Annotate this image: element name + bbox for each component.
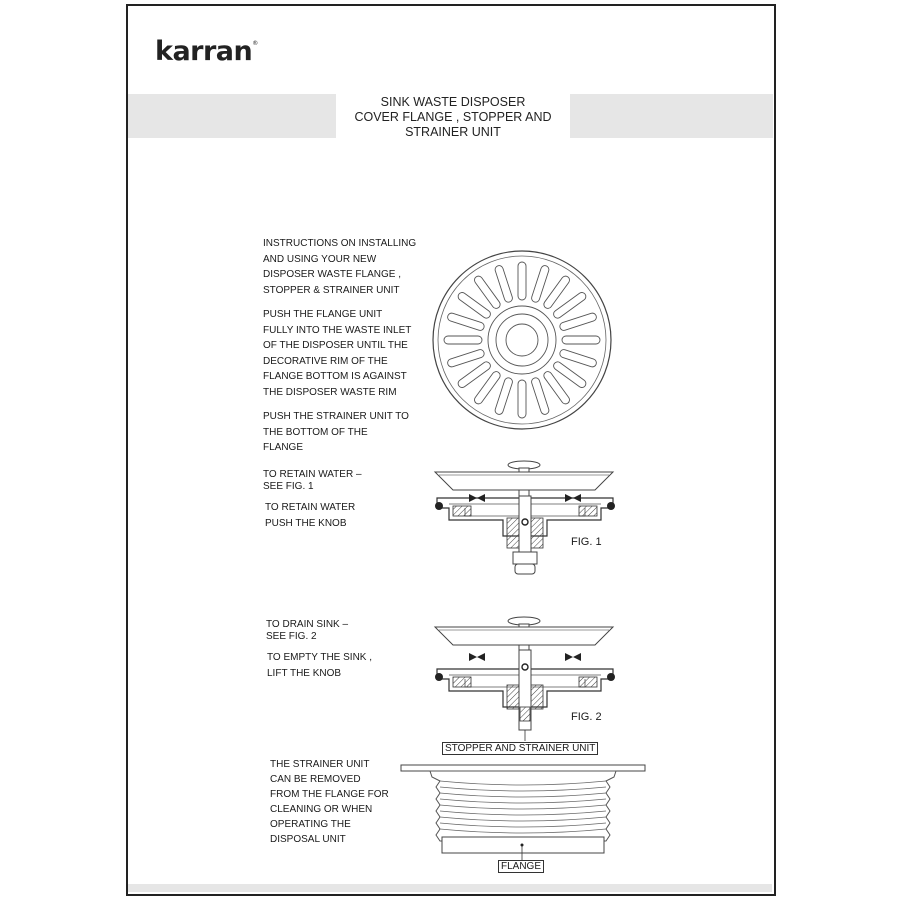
strainer-slot xyxy=(518,262,526,300)
strainer-step-text: PUSH THE STRAINER UNIT TO THE BOTTOM OF THE FLANGE xyxy=(263,411,409,453)
removal-text: THE STRAINER UNIT CAN BE REMOVED FROM THE FLANGE FOR CLEANING OR WHEN OPERATING THE DISPOSAL UNIT xyxy=(270,759,389,845)
stopper-label: STOPPER AND STRAINER UNIT xyxy=(442,742,598,755)
fig1-label: FIG. 1 xyxy=(571,536,602,548)
strainer-slot xyxy=(518,380,526,418)
fig1-diagram xyxy=(425,458,625,583)
strainer-top-view xyxy=(432,250,612,430)
title-band-right xyxy=(570,94,773,138)
bottom-band xyxy=(128,884,772,892)
title-band-left xyxy=(128,94,336,138)
fig2-label: FIG. 2 xyxy=(571,711,602,723)
intro-text: INSTRUCTIONS ON INSTALLING AND USING YOUR NEW DISPOSER WASTE FLANGE , STOPPER & STRAINER UNIT xyxy=(263,238,417,296)
drain-heading: TO DRAIN SINK – SEE FIG. 2 xyxy=(266,619,349,642)
drain-action: TO EMPTY THE SINK , LIFT THE KNOB xyxy=(267,652,373,679)
strainer-slot xyxy=(444,336,482,344)
document-title: SINK WASTE DISPOSER COVER FLANGE , STOPPER AND STRAINER UNIT xyxy=(354,95,552,139)
brand-logo: karran® xyxy=(155,36,258,67)
strainer-slot xyxy=(562,336,600,344)
flange-label: FLANGE xyxy=(498,860,544,873)
flange-step-text: PUSH THE FLANGE UNIT FULLY INTO THE WASTE INLET OF THE DISPOSER UNTIL THE DECORATIVE RIM OF THE FLANGE BOTTOM IS AGAINST THE DISPOSER WASTE RIM xyxy=(263,309,412,398)
flange-side-view xyxy=(400,763,646,863)
retain-heading: TO RETAIN WATER – SEE FIG. 1 xyxy=(263,469,362,492)
retain-action: TO RETAIN WATER PUSH THE KNOB xyxy=(265,502,356,529)
